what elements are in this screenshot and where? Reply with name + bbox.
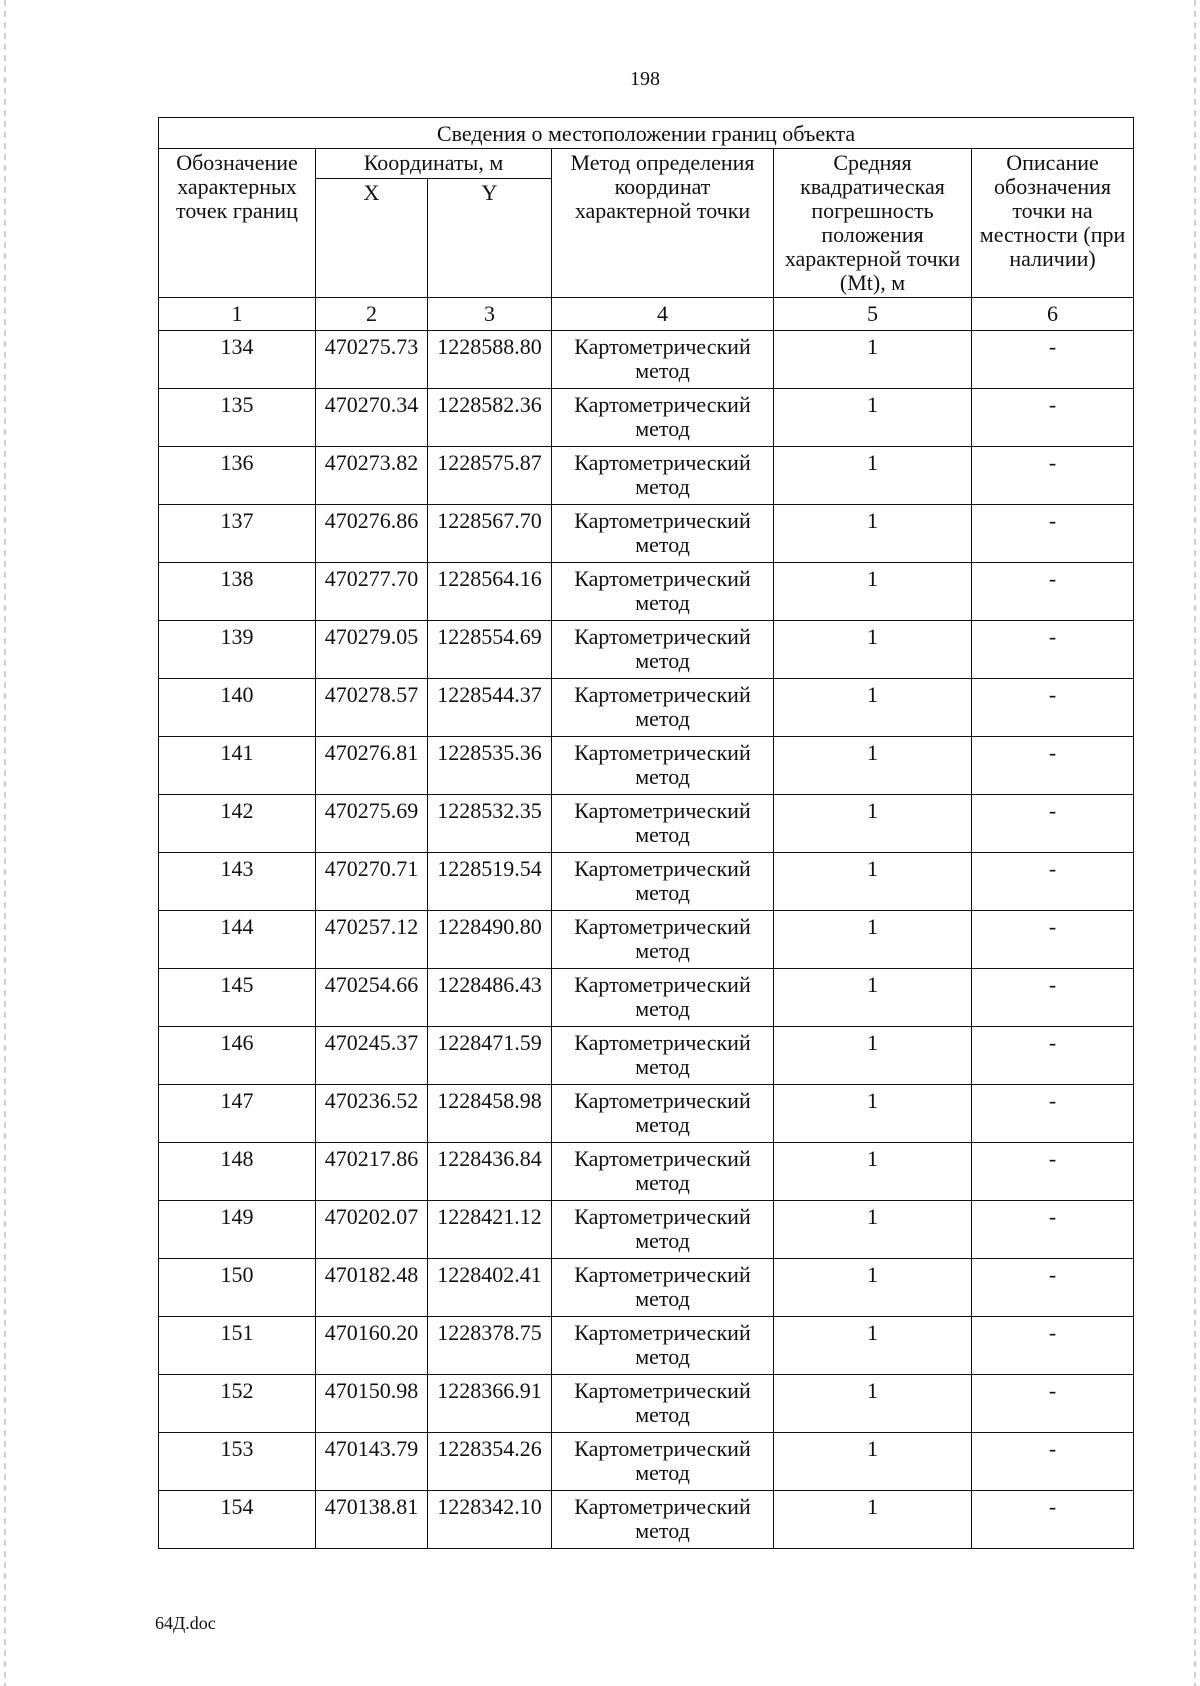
column-number: 2 [316,298,428,331]
header-coordinates: Координаты, м [316,149,552,179]
x-coordinate-cell: 470270.34 [316,389,428,447]
column-number-row [159,298,1134,331]
point-number-cell: 140 [159,679,316,737]
accuracy-cell: 1 [774,1201,972,1259]
table-caption: Сведения о местоположении границ объекта [159,118,1134,149]
accuracy-cell: 1 [774,563,972,621]
point-number-cell: 147 [159,1085,316,1143]
description-cell: - [972,1491,1134,1549]
method-cell: Картометрический метод [552,563,774,621]
header-x: X [316,178,428,297]
y-coordinate-cell: 1228519.54 [428,853,552,911]
method-cell: Картометрический метод [552,447,774,505]
y-coordinate-cell: 1228471.59 [428,1027,552,1085]
table-row [159,1085,1134,1143]
y-coordinate-cell: 1228378.75 [428,1317,552,1375]
method-cell: Картометрический метод [552,1317,774,1375]
column-number: 3 [428,298,552,331]
x-coordinate-cell: 470276.86 [316,505,428,563]
scan-edge-right [1194,0,1196,1686]
x-coordinate-cell: 470150.98 [316,1375,428,1433]
boundary-coordinates-table [158,117,1134,1549]
method-cell: Картометрический метод [552,795,774,853]
description-cell: - [972,563,1134,621]
page-number: 198 [630,68,660,90]
table-row [159,1433,1134,1491]
x-coordinate-cell: 470273.82 [316,447,428,505]
y-coordinate-cell: 1228342.10 [428,1491,552,1549]
table-row [159,331,1134,389]
header-y: Y [428,178,552,297]
table-row [159,853,1134,911]
method-cell: Картометрический метод [552,1143,774,1201]
table-row [159,1143,1134,1201]
table-row [159,563,1134,621]
y-coordinate-cell: 1228532.35 [428,795,552,853]
accuracy-cell: 1 [774,1433,972,1491]
table-row [159,1201,1134,1259]
accuracy-cell: 1 [774,389,972,447]
y-coordinate-cell: 1228421.12 [428,1201,552,1259]
y-coordinate-cell: 1228554.69 [428,621,552,679]
column-number: 4 [552,298,774,331]
accuracy-cell: 1 [774,1027,972,1085]
x-coordinate-cell: 470236.52 [316,1085,428,1143]
table-row [159,911,1134,969]
point-number-cell: 144 [159,911,316,969]
description-cell: - [972,911,1134,969]
accuracy-cell: 1 [774,737,972,795]
method-cell: Картометрический метод [552,389,774,447]
point-number-cell: 154 [159,1491,316,1549]
description-cell: - [972,1317,1134,1375]
x-coordinate-cell: 470202.07 [316,1201,428,1259]
method-cell: Картометрический метод [552,1491,774,1549]
y-coordinate-cell: 1228458.98 [428,1085,552,1143]
y-coordinate-cell: 1228366.91 [428,1375,552,1433]
accuracy-cell: 1 [774,679,972,737]
x-coordinate-cell: 470275.69 [316,795,428,853]
point-number-cell: 137 [159,505,316,563]
x-coordinate-cell: 470279.05 [316,621,428,679]
point-number-cell: 142 [159,795,316,853]
description-cell: - [972,795,1134,853]
accuracy-cell: 1 [774,1317,972,1375]
method-cell: Картометрический метод [552,331,774,389]
description-cell: - [972,505,1134,563]
y-coordinate-cell: 1228544.37 [428,679,552,737]
y-coordinate-cell: 1228402.41 [428,1259,552,1317]
point-number-cell: 145 [159,969,316,1027]
description-cell: - [972,331,1134,389]
table-row [159,1375,1134,1433]
y-coordinate-cell: 1228354.26 [428,1433,552,1491]
description-cell: - [972,389,1134,447]
x-coordinate-cell: 470143.79 [316,1433,428,1491]
description-cell: - [972,1085,1134,1143]
accuracy-cell: 1 [774,795,972,853]
table-row [159,795,1134,853]
y-coordinate-cell: 1228588.80 [428,331,552,389]
method-cell: Картометрический метод [552,853,774,911]
method-cell: Картометрический метод [552,1259,774,1317]
table-row [159,737,1134,795]
accuracy-cell: 1 [774,1375,972,1433]
method-cell: Картометрический метод [552,969,774,1027]
x-coordinate-cell: 470276.81 [316,737,428,795]
method-cell: Картометрический метод [552,737,774,795]
point-number-cell: 146 [159,1027,316,1085]
y-coordinate-cell: 1228436.84 [428,1143,552,1201]
accuracy-cell: 1 [774,505,972,563]
description-cell: - [972,1433,1134,1491]
description-cell: - [972,1201,1134,1259]
description-cell: - [972,447,1134,505]
column-number: 6 [972,298,1134,331]
x-coordinate-cell: 470270.71 [316,853,428,911]
accuracy-cell: 1 [774,911,972,969]
point-number-cell: 153 [159,1433,316,1491]
point-number-cell: 149 [159,1201,316,1259]
y-coordinate-cell: 1228575.87 [428,447,552,505]
method-cell: Картометрический метод [552,1201,774,1259]
table-row [159,1027,1134,1085]
table-row [159,621,1134,679]
point-number-cell: 151 [159,1317,316,1375]
point-number-cell: 139 [159,621,316,679]
table-row [159,1259,1134,1317]
description-cell: - [972,853,1134,911]
table-row [159,389,1134,447]
x-coordinate-cell: 470257.12 [316,911,428,969]
description-cell: - [972,621,1134,679]
accuracy-cell: 1 [774,1085,972,1143]
x-coordinate-cell: 470277.70 [316,563,428,621]
point-number-cell: 136 [159,447,316,505]
description-cell: - [972,1143,1134,1201]
x-coordinate-cell: 470160.20 [316,1317,428,1375]
accuracy-cell: 1 [774,621,972,679]
column-number: 5 [774,298,972,331]
accuracy-cell: 1 [774,331,972,389]
y-coordinate-cell: 1228486.43 [428,969,552,1027]
point-number-cell: 150 [159,1259,316,1317]
description-cell: - [972,737,1134,795]
x-coordinate-cell: 470245.37 [316,1027,428,1085]
point-number-cell: 134 [159,331,316,389]
point-number-cell: 148 [159,1143,316,1201]
scan-edge-left [4,0,6,1686]
accuracy-cell: 1 [774,1259,972,1317]
header-designation: Обозначение характерных точек границ [159,149,316,298]
method-cell: Картометрический метод [552,505,774,563]
description-cell: - [972,969,1134,1027]
point-number-cell: 141 [159,737,316,795]
y-coordinate-cell: 1228535.36 [428,737,552,795]
header-method: Метод определения координат характерной точки [552,149,774,298]
description-cell: - [972,679,1134,737]
x-coordinate-cell: 470182.48 [316,1259,428,1317]
y-coordinate-cell: 1228490.80 [428,911,552,969]
y-coordinate-cell: 1228582.36 [428,389,552,447]
footer-filename: 64Д.doc [155,1613,216,1633]
accuracy-cell: 1 [774,969,972,1027]
header-accuracy: Средняя квадратическая погрешность положения характерной точки (Mt), м [774,149,972,298]
table-row [159,969,1134,1027]
point-number-cell: 138 [159,563,316,621]
point-number-cell: 135 [159,389,316,447]
table-row [159,505,1134,563]
table-row [159,1317,1134,1375]
accuracy-cell: 1 [774,1143,972,1201]
x-coordinate-cell: 470275.73 [316,331,428,389]
column-number: 1 [159,298,316,331]
method-cell: Картометрический метод [552,679,774,737]
point-number-cell: 143 [159,853,316,911]
x-coordinate-cell: 470217.86 [316,1143,428,1201]
method-cell: Картометрический метод [552,1375,774,1433]
table-body [159,331,1134,1549]
header-description: Описание обозначения точки на местности (при наличии) [972,149,1134,298]
x-coordinate-cell: 470278.57 [316,679,428,737]
method-cell: Картометрический метод [552,911,774,969]
accuracy-cell: 1 [774,1491,972,1549]
x-coordinate-cell: 470138.81 [316,1491,428,1549]
x-coordinate-cell: 470254.66 [316,969,428,1027]
table-row [159,679,1134,737]
accuracy-cell: 1 [774,447,972,505]
boundary-table-container [158,117,1133,1549]
method-cell: Картометрический метод [552,1027,774,1085]
accuracy-cell: 1 [774,853,972,911]
point-number-cell: 152 [159,1375,316,1433]
description-cell: - [972,1259,1134,1317]
method-cell: Картометрический метод [552,1085,774,1143]
method-cell: Картометрический метод [552,621,774,679]
method-cell: Картометрический метод [552,1433,774,1491]
description-cell: - [972,1027,1134,1085]
y-coordinate-cell: 1228564.16 [428,563,552,621]
description-cell: - [972,1375,1134,1433]
table-row [159,1491,1134,1549]
y-coordinate-cell: 1228567.70 [428,505,552,563]
table-row [159,447,1134,505]
